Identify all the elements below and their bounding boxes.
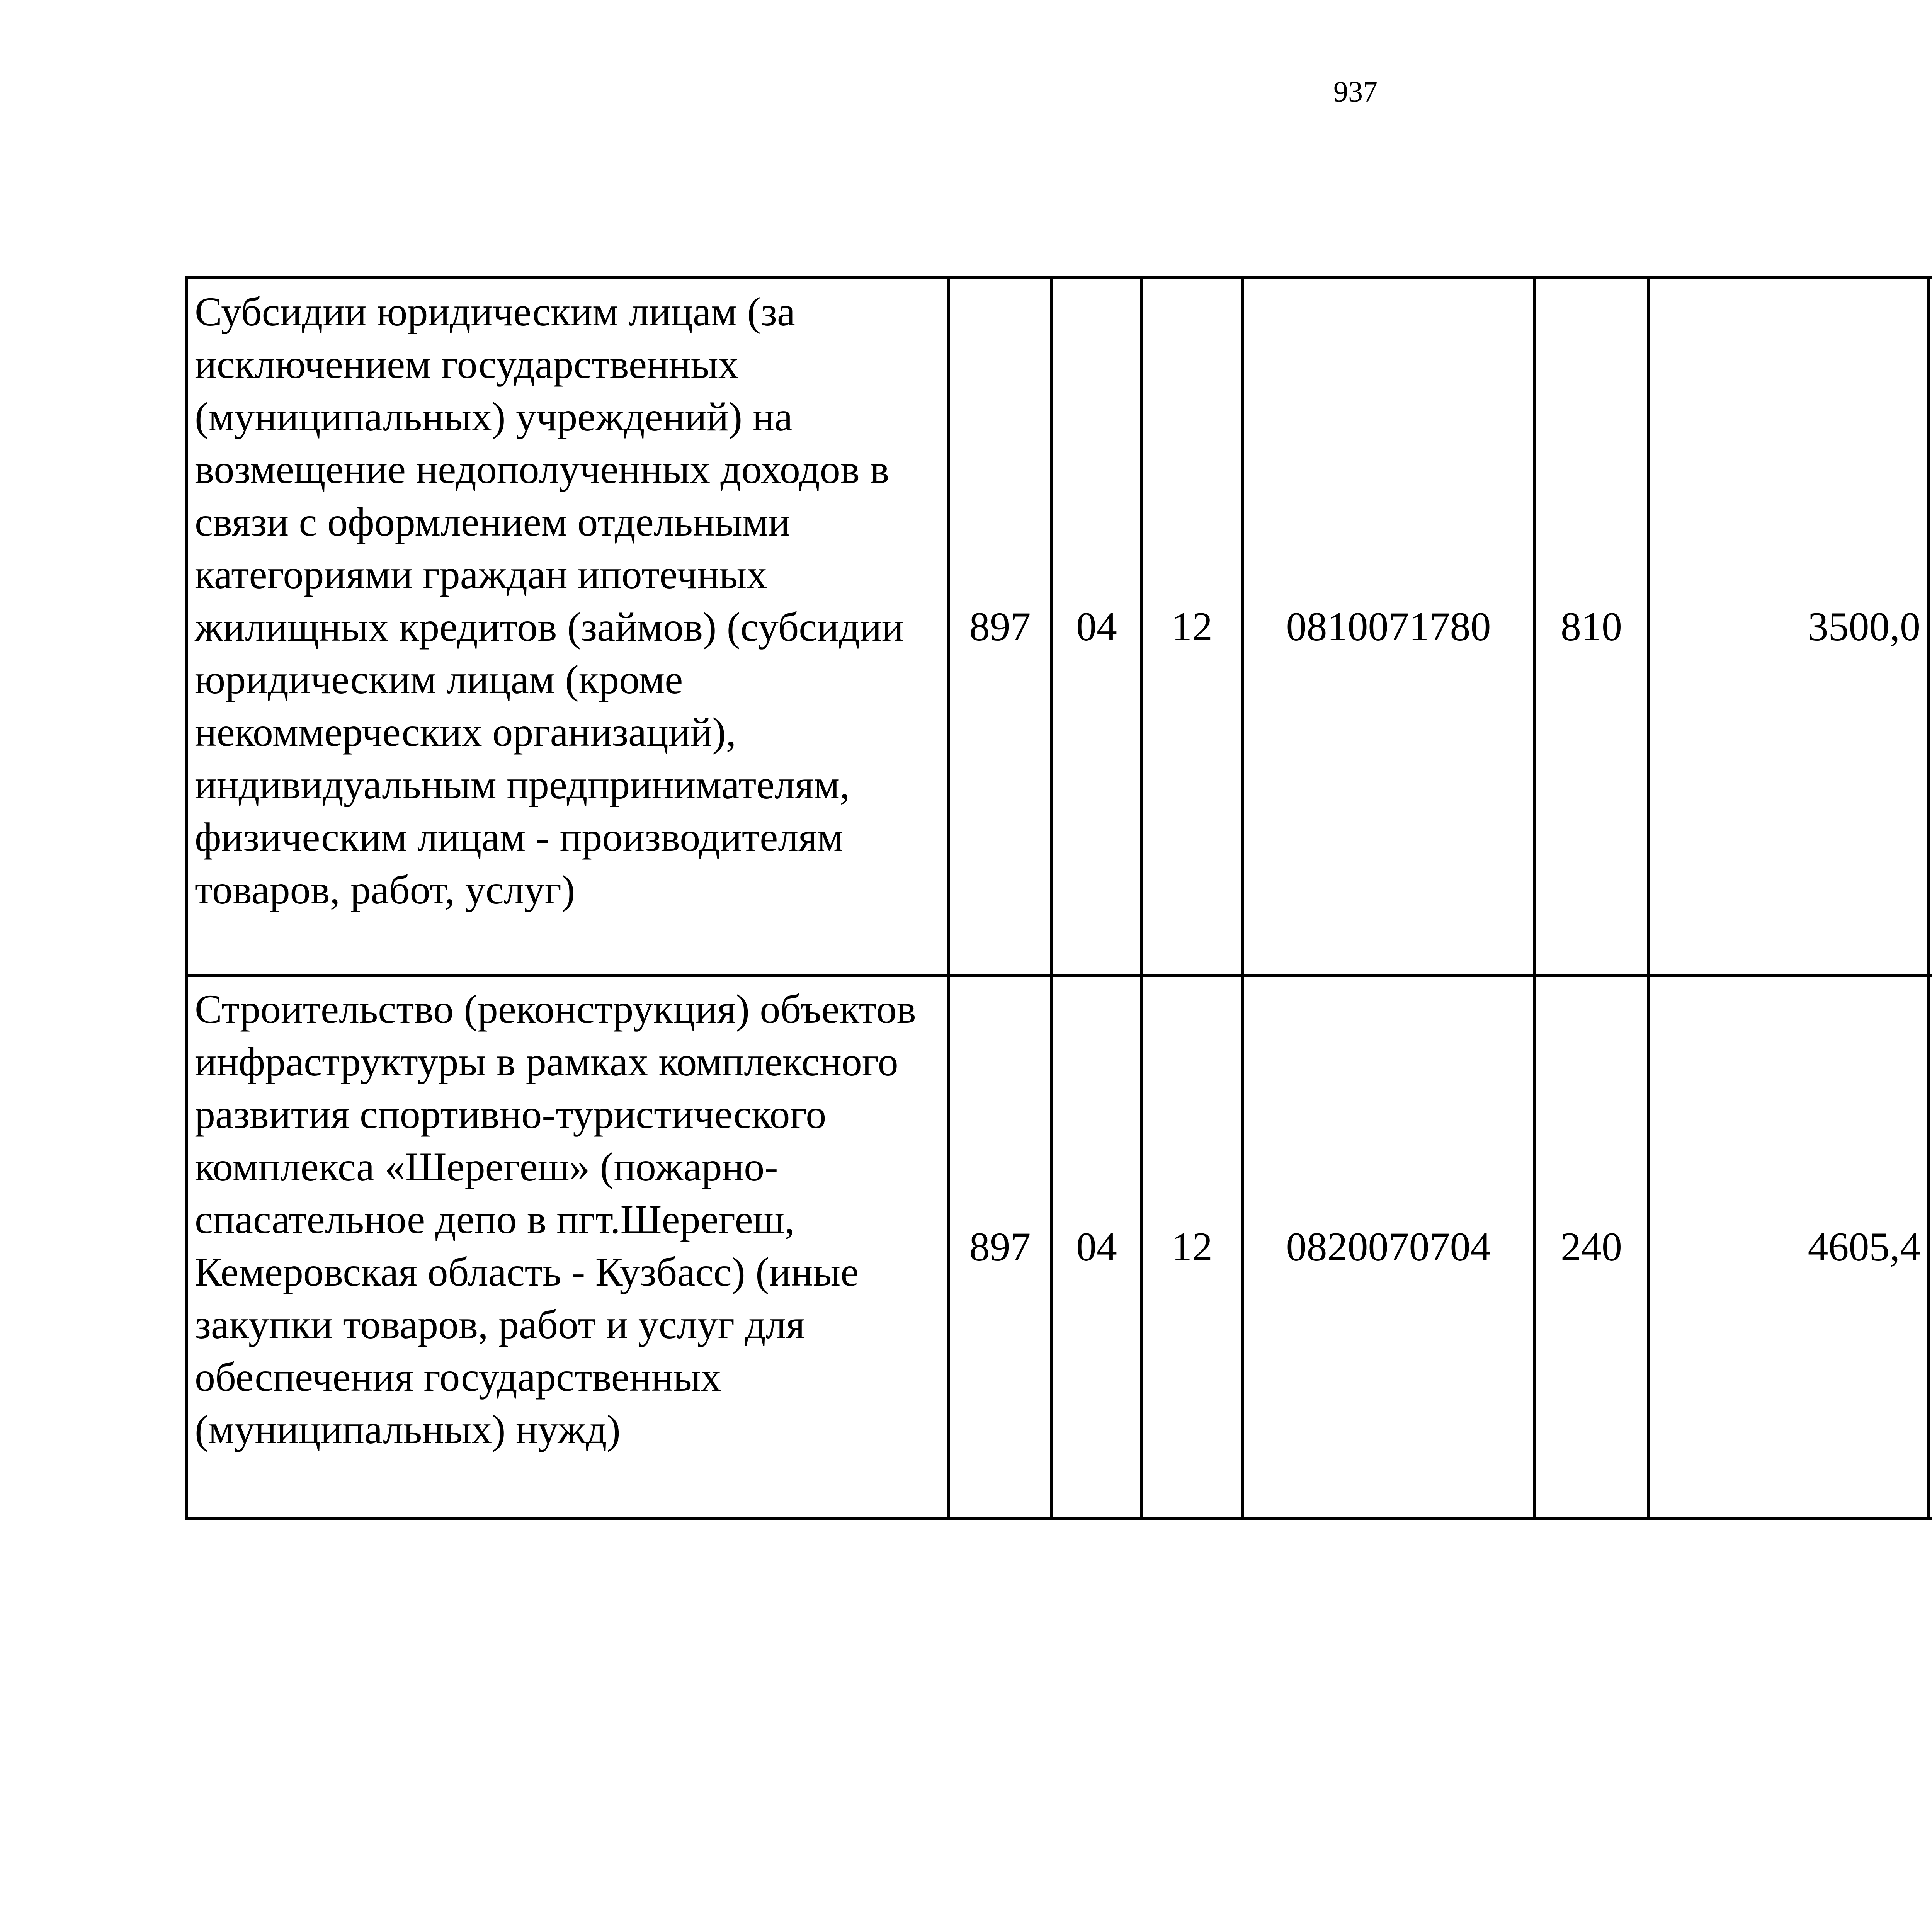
budget-table bbox=[185, 276, 1932, 1520]
table-row bbox=[186, 975, 1932, 1518]
empty-cell bbox=[1929, 278, 1932, 975]
description-cell: Строительство (реконструкция) объектов инфраструктуры в рамках комплексного развития спортивно-туристического комплекса «Шерегеш» (пожарно-спасательное депо в пгт.Шерегеш, Кемеровская область - Кузбасс) (иные закупки товаров, работ и услуг для обеспечения государственных (муниципальных) нужд) bbox=[186, 975, 948, 1518]
section-code-cell: 04 bbox=[1052, 278, 1141, 975]
ministry-code-cell: 897 bbox=[948, 278, 1052, 975]
amount-cell: 4605,4 bbox=[1648, 975, 1929, 1518]
amount-cell: 3500,0 bbox=[1648, 278, 1929, 975]
table-row bbox=[186, 278, 1932, 975]
subsection-code-cell: 12 bbox=[1141, 975, 1243, 1518]
target-article-cell: 0810071780 bbox=[1243, 278, 1534, 975]
page-number: 937 bbox=[1333, 76, 1378, 108]
expense-type-cell: 810 bbox=[1534, 278, 1648, 975]
expense-type-cell: 240 bbox=[1534, 975, 1648, 1518]
ministry-code-cell: 897 bbox=[948, 975, 1052, 1518]
empty-cell bbox=[1929, 975, 1932, 1518]
subsection-code-cell: 12 bbox=[1141, 278, 1243, 975]
target-article-cell: 0820070704 bbox=[1243, 975, 1534, 1518]
description-cell: Субсидии юридическим лицам (за исключением государственных (муниципальных) учреждений) на возмещение недополученных доходов в связи с оформлением отдельными категориями граждан ипотечных жилищных кредитов (займов) (субсидии юридическим лицам (кроме некоммерческих организаций), индивидуальным предпринимателям, физическим лицам - производителям товаров, работ, услуг) bbox=[186, 278, 948, 975]
section-code-cell: 04 bbox=[1052, 975, 1141, 1518]
